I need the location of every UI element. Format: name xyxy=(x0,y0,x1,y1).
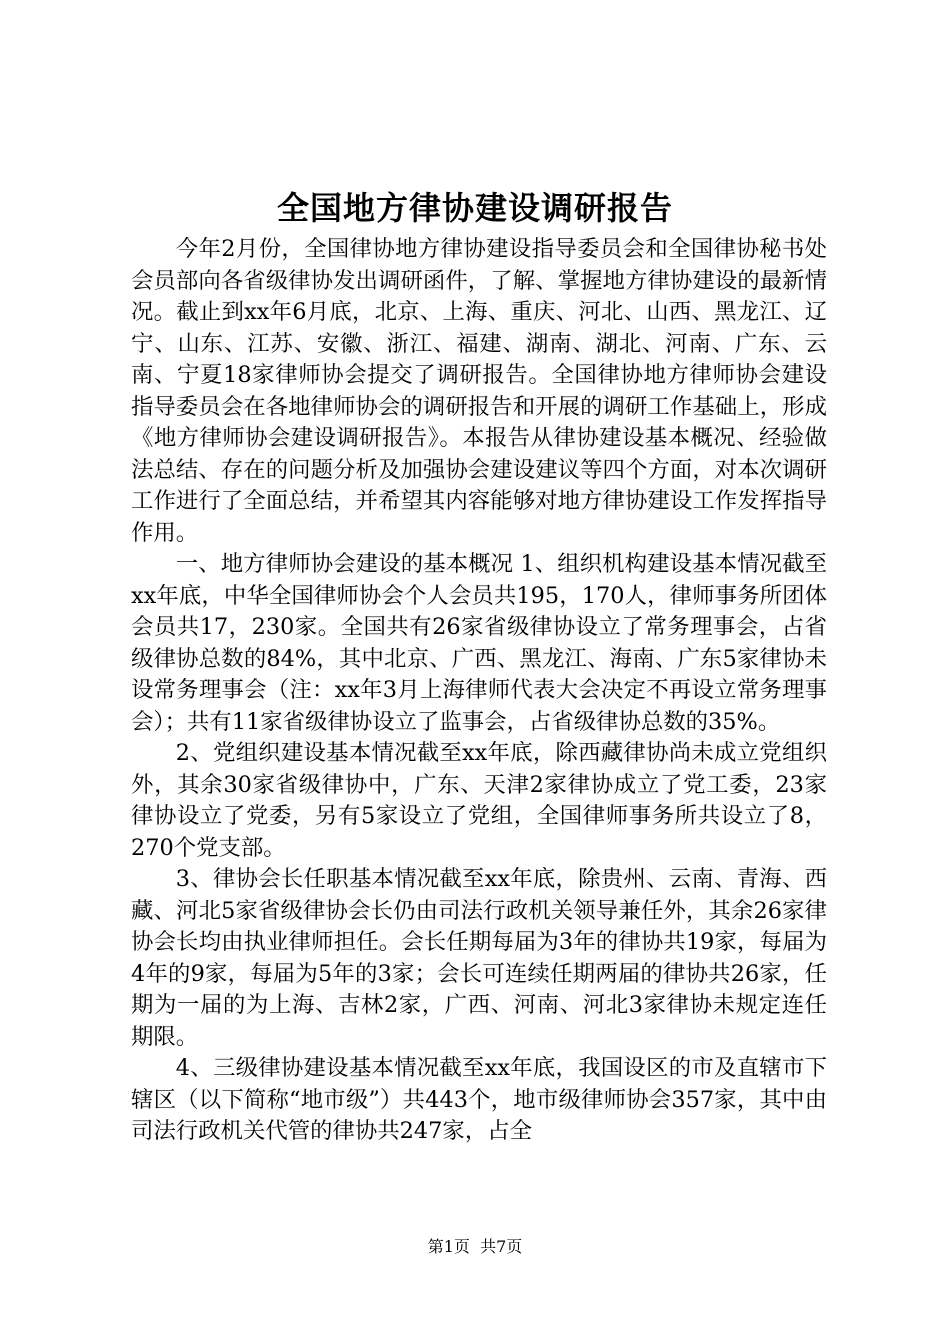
page-footer xyxy=(0,1235,950,1259)
paragraph-intro: 今年2月份，全国律协地方律协建设指导委员会和全国律协秘书处会员部向各省级律协发出调研函件，了解、掌握地方律协建设的最新情况。截止到xx年6月底，北京、上海、重庆、河北、山西、黑龙江、辽宁、山东、江苏、安徽、浙江、福建、湖南、湖北、河南、广东、云南、宁夏18家律师协会提交了调研报告。全国律协地方律师协会建设指导委员会在各地律师协会的调研报告和开展的调研工作基础上，形成《地方律师协会建设调研报告》。本报告从律协建设基本概况、经验做法总结、存在的问题分析及加强协会建设建议等四个方面，对本次调研工作进行了全面总结，并希望其内容能够对地方律协建设工作发挥指导作用。 xyxy=(131,236,827,546)
paragraph-section-4: 4、三级律协建设基本情况截至xx年底，我国设区的市及直辖市下辖区（以下简称“地市级”）共443个，地市级律师协会357家，其中由司法行政机关代管的律协共247家，占全 xyxy=(131,1055,827,1144)
paragraph-section-3: 3、律协会长任职基本情况截至xx年底，除贵州、云南、青海、西藏、河北5家省级律协会长仍由司法行政机关领导兼任外，其余26家律协会长均由执业律师担任。会长任期每届为3年的律协共19家，每届为4年的9家，每届为5年的3家；会长可连续任期两届的律协共26家，任期为一届的为上海、吉林2家，广西、河南、河北3家律协未规定连任期限。 xyxy=(131,866,827,1050)
document-title: 全国地方律协建设调研报告 xyxy=(276,189,673,227)
document-body xyxy=(131,234,827,1148)
page-number: 第1页 共7页 xyxy=(427,1237,523,1256)
paragraph-section-2: 2、党组织建设基本情况截至xx年底，除西藏律协尚未成立党组织外，其余30家省级律协中，广东、天津2家律协成立了党工委，23家律协设立了党委，另有5家设立了党组，全国律师事务所共设立了8，270个党支部。 xyxy=(131,740,827,861)
paragraph-section-1: 一、地方律师协会建设的基本概况 1、组织机构建设基本情况截至xx年底，中华全国律师协会个人会员共195，170人，律师事务所团体会员共17，230家。全国共有26家省级律协设立了常务理事会，占省级律协总数的84%，其中北京、广西、黑龙江、海南、广东5家律协未设常务理事会（注：xx年3月上海律师代表大会决定不再设立常务理事会）；共有11家省级律协设立了监事会，占省级律协总数的35%。 xyxy=(131,551,827,735)
